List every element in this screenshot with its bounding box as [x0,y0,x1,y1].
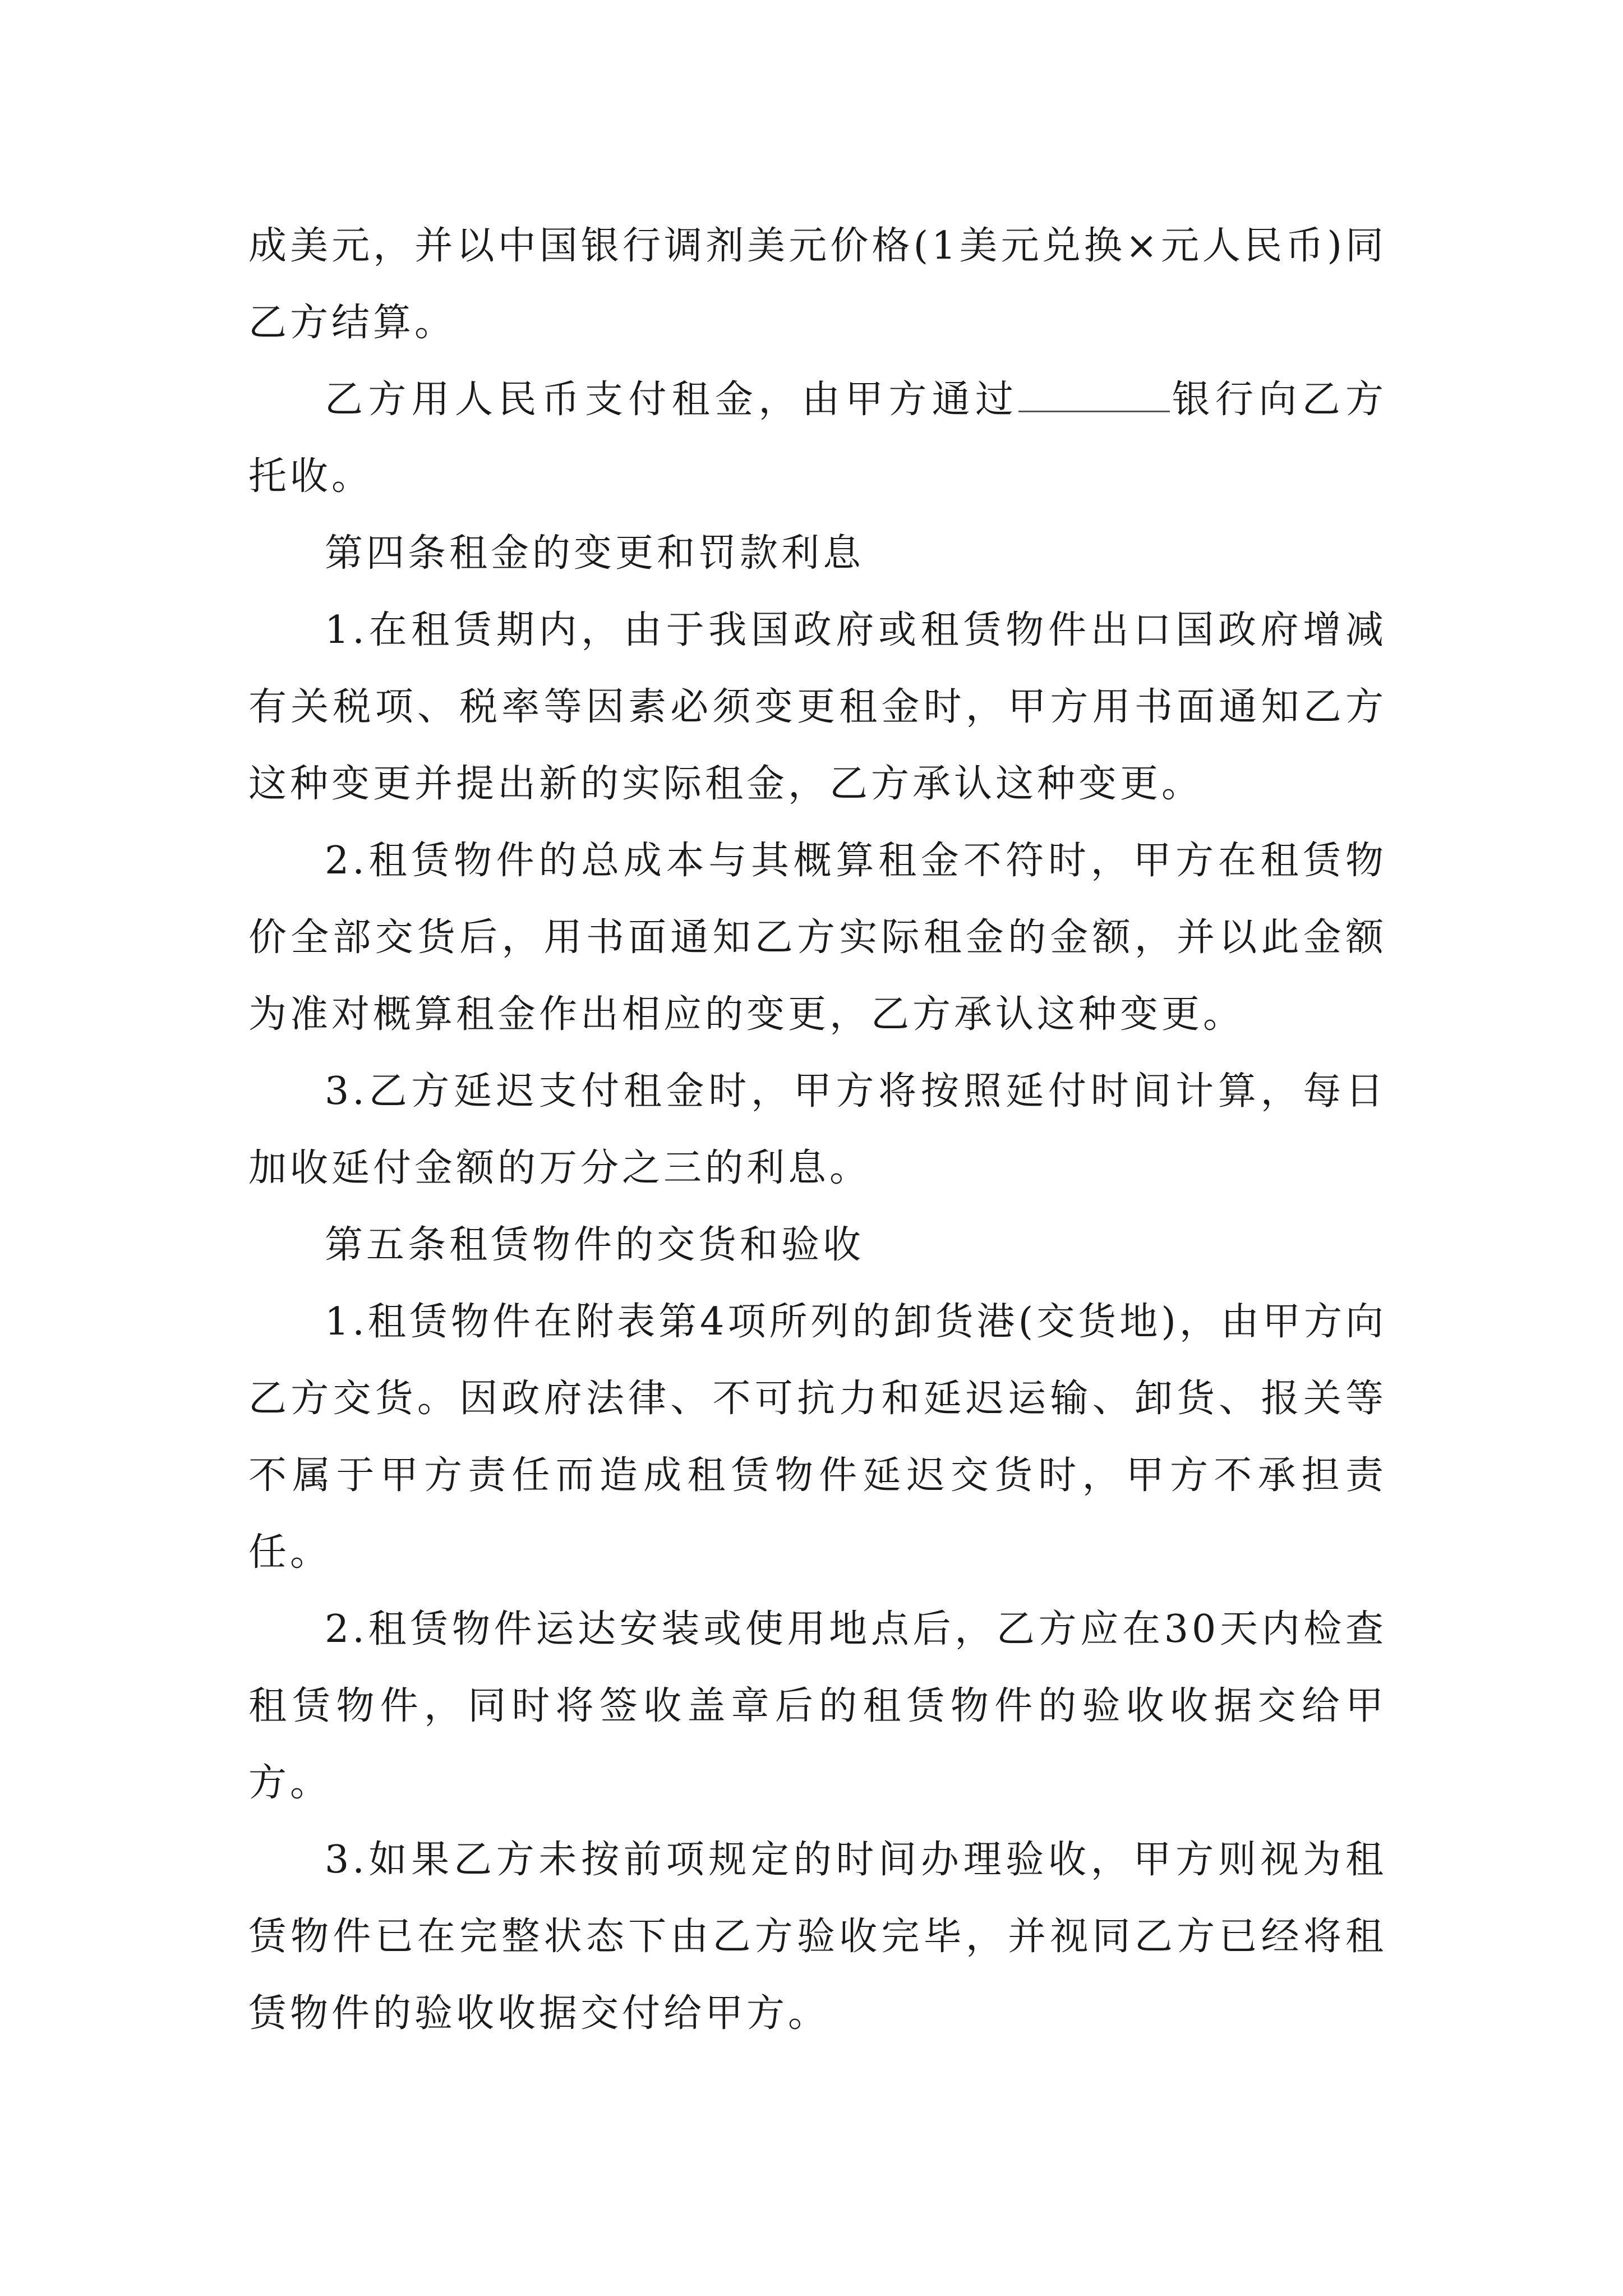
article-4-clause-1: 1.在租赁期内，由于我国政府或租赁物件出口国政府增减有关税项、税率等因素必须变更租金时，甲方用书面通知乙方这种变更并提出新的实际租金，乙方承认这种变更。 [248,608,1387,806]
article-5-clause-3: 3.如果乙方未按前项规定的时间办理验收，甲方则视为租赁物件已在完整状态下由乙方验收完毕，并视同乙方已经将租赁物件的验收收据交付给甲方。 [248,1838,1387,2036]
article-5-clause-1: 1.租赁物件在附表第4项所列的卸货港(交货地)，由甲方向乙方交货。因政府法律、不可抗力和延迟运输、卸货、报关等不属于甲方责任而造成租赁物件延迟交货时，甲方不承担责任。 [248,1300,1387,1575]
paragraph-rmb-payment [248,361,1387,515]
document-page [248,208,1387,2052]
payment-text-before: 乙方用人民币支付租金，由甲方通过 [325,378,1019,422]
article-4-clause-2: 2.租赁物件的总成本与其概算租金不符时，甲方在租赁物价全部交货后，用书面通知乙方实际租金的金额，并以此金额为准对概算租金作出相应的变更，乙方承认这种变更。 [248,839,1387,1037]
article-4-clause-3: 3.乙方延迟支付租金时，甲方将按照延付时间计算，每日加收延付金额的万分之三的利息。 [248,1069,1387,1190]
article-5-clause-2: 2.租赁物件运达安装或使用地点后，乙方应在30天内检查租赁物件，同时将签收盖章后的租赁物件的验收收据交给甲方。 [248,1607,1387,1805]
bank-name-blank[interactable] [1018,371,1170,412]
article-5-heading: 第五条租赁物件的交货和验收 [325,1223,865,1267]
payment-text-after: 银行向乙方托收。 [248,378,1387,499]
paragraph-settlement: 成美元，并以中国银行调剂美元价格(1美元兑换×元人民币)同乙方结算。 [248,224,1387,345]
article-4-heading: 第四条租金的变更和罚款利息 [325,531,865,576]
